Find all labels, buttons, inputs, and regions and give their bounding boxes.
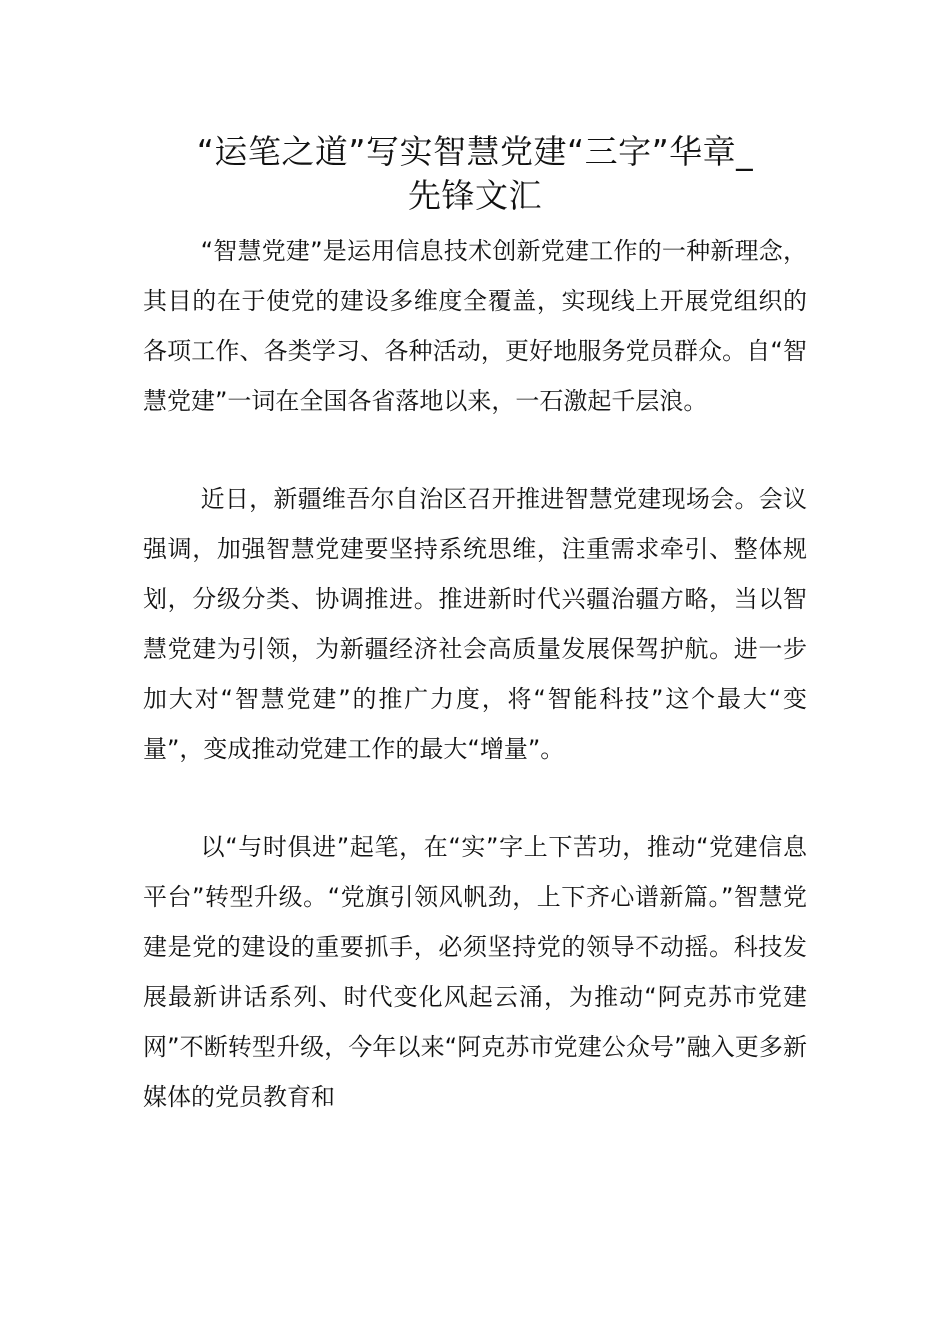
title-line-2: 先锋文汇 [408, 176, 542, 215]
paragraph-platform-upgrade: 以“与时俱进”起笔，在“实”字上下苦功，推动“党建信息平台”转型升级。“党旗引领风帆劲，上下齐心谱新篇。”智慧党建是党的建设的重要抓手，必须坚持党的领导不动摇。科技发展最新讲话系列、时代变化风起云涌，为推动“阿克苏市党建网”不断转型升级，今年以来“阿克苏市党建公众号”融入更多新媒体的党员教育和 [143, 833, 807, 1111]
title-line-1: “运笔之道”写实智慧党建“三字”华章_ [196, 132, 754, 171]
paragraph-xinjiang-meeting: 近日，新疆维吾尔自治区召开推进智慧党建现场会。会议强调，加强智慧党建要坚持系统思维，注重需求牵引、整体规划，分级分类、协调推进。推进新时代兴疆治疆方略，当以智慧党建为引领，为新疆经济社会高质量发展保驾护航。进一步加大对“智慧党建”的推广力度，将“智能科技”这个最大“变量”，变成推动党建工作的最大“增量”。 [143, 485, 807, 763]
paragraph-intro: “智慧党建”是运用信息技术创新党建工作的一种新理念，其目的在于使党的建设多维度全覆盖，实现线上开展党组织的各项工作、各类学习、各种活动，更好地服务党员群众。自“智慧党建”一词在全国各省落地以来，一石激起千层浪。 [143, 237, 807, 415]
document-title [143, 130, 807, 218]
document-page [143, 130, 807, 1122]
